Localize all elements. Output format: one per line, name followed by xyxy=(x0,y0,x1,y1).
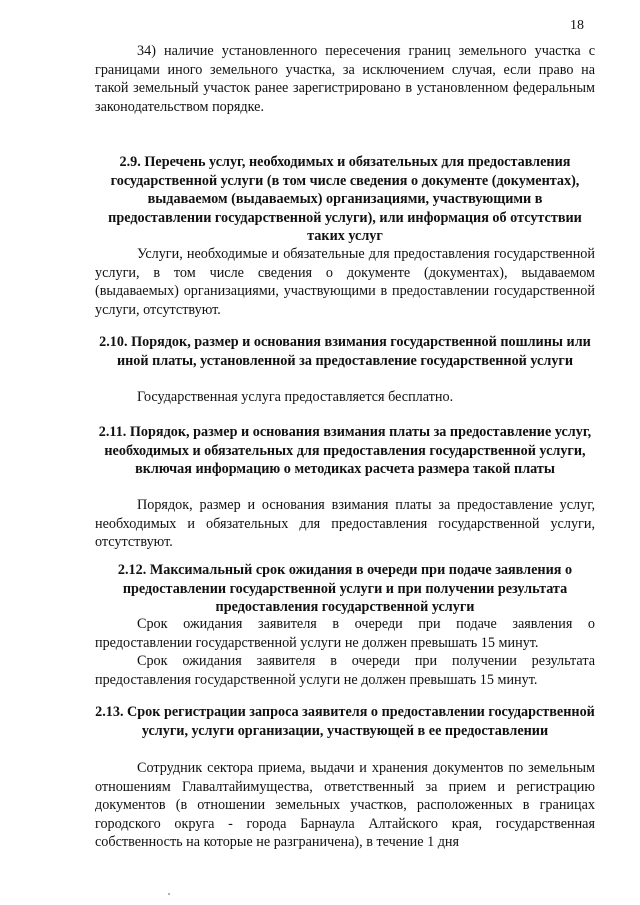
section-2-11-paragraph: Порядок, размер и основания взимания платы за предоставление услуг, необходимых и обязательных для предоставления государственной услуги, отсутствуют. xyxy=(95,497,595,550)
section-2-9-paragraph: Услуги, необходимые и обязательные для предоставления государственной услуги, в том числе сведения о документе (документах), выдаваемом (выдаваемых) организациями, участвующими в предоставлении государственной услуги, отсутствуют. xyxy=(95,246,595,318)
section-2-10-paragraph: Государственная услуга предоставляется бесплатно. xyxy=(137,389,454,405)
section-2-12-paragraph-1: Срок ожидания заявителя в очереди при подаче заявления о предоставлении государственной услуги не должен превышать 15 минут. xyxy=(95,616,595,651)
item-34-paragraph: 34) наличие установленного пересечения границ земельного участка с границами иного земельного участка, за исключением случая, если право на такой земельный участок ранее зарегистрировано в установленном федеральным законодательством порядке. xyxy=(95,43,595,115)
section-2-12-paragraph-2: Срок ожидания заявителя в очереди при получении результата предоставления государственной услуги не должен превышать 15 минут. xyxy=(95,653,595,688)
scan-speck xyxy=(168,893,170,895)
section-2-11-heading: 2.11. Порядок, размер и основания взимания платы за предоставление услуг, необходимых и обязательных для предоставления государственной услуги, включая информацию о методиках расчета размера такой платы xyxy=(98,424,592,477)
section-2-12-heading: 2.12. Максимальный срок ожидания в очереди при подаче заявления о предоставлении государственной услуги и при получении результата предоставления государственной услуги xyxy=(117,562,573,615)
section-2-13-heading: 2.13. Срок регистрации запроса заявителя о предоставлении государственной услуги, услуги организации, участвующей в ее предоставлении xyxy=(95,704,595,739)
section-2-10-heading: 2.10. Порядок, размер и основания взимания государственной пошлины или иной платы, установленной за предоставление государственной услуги xyxy=(99,334,591,369)
section-2-13-paragraph: Сотрудник сектора приема, выдачи и хранения документов по земельным отношениям Главалтайимущества, ответственный за прием и регистрацию документов (в отношении земельных участков, расположенных в границах городского округа - города Барнаула Алтайского края, государственная собственность на которые не разграничена), в течение 1 дня xyxy=(95,760,595,850)
page-number: 18 xyxy=(570,18,584,33)
section-2-9-heading: 2.9. Перечень услуг, необходимых и обязательных для предоставления государственной услуги (в том числе сведения о документе (документах), выдаваемом (выдаваемых) организациями, участвующими в предоставлении государственной услуги), или информация об отсутствии таких услуг xyxy=(108,154,582,244)
